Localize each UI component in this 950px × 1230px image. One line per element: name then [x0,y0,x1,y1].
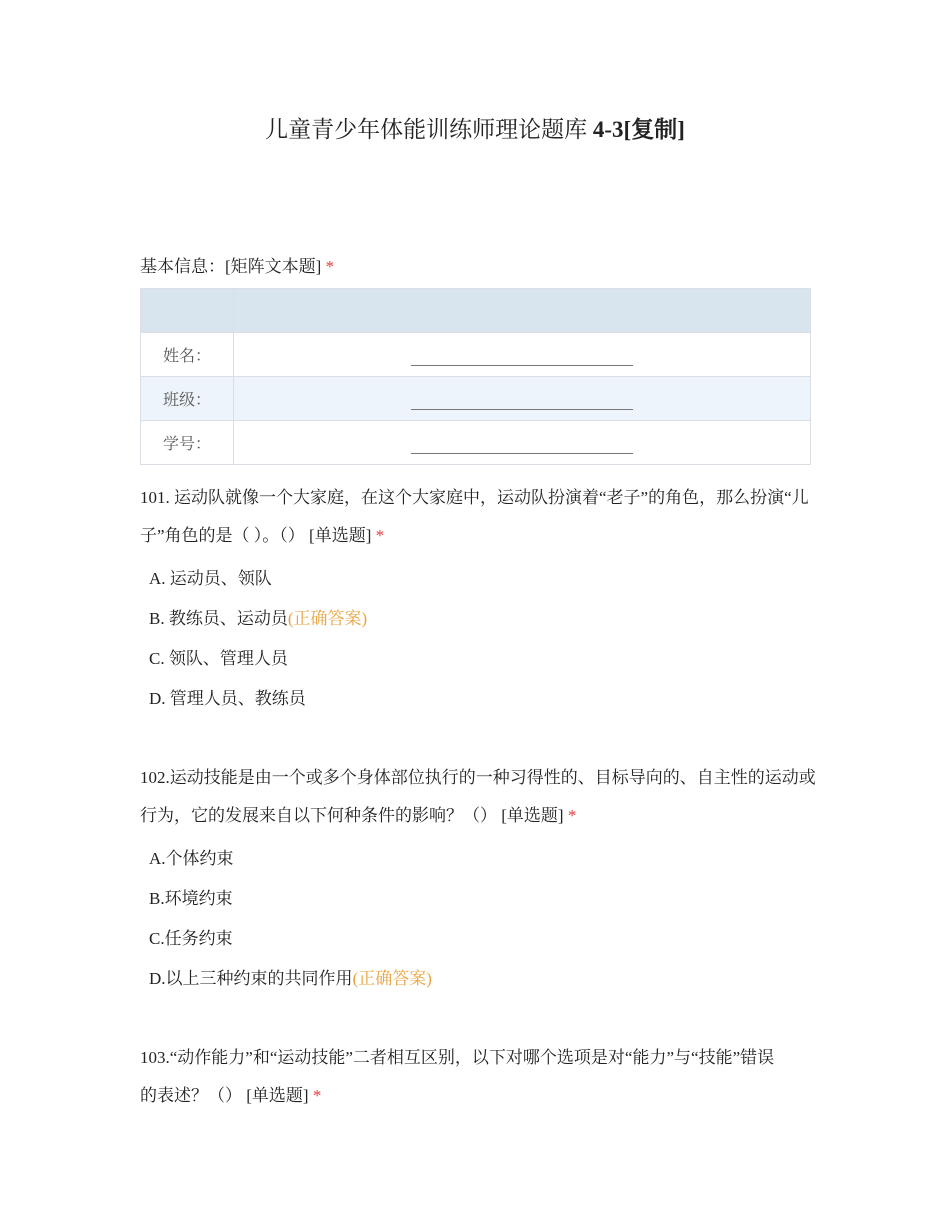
student-id-input-field[interactable] [234,421,811,465]
option-c[interactable] [149,919,820,959]
question-103 [140,1039,780,1115]
basic-info-matrix [140,288,811,465]
required-mark: * [312,1086,322,1105]
basic-info-label [140,252,334,277]
matrix-row-class [141,377,811,421]
question-stem: 103.“动作能力”和“运动技能”二者相互区别，以下对哪个选项是对“能力”与“技能”错误的表述？（） [单选题] [140,1048,775,1105]
row-label-student-id: 学号： [141,421,234,465]
required-mark: * [375,526,385,545]
question-stem: 101. 运动队就像一个大家庭，在这个大家庭中，运动队扮演着“老子”的角色，那么扮演“儿子”角色的是（ ）。（） [单选题] [140,488,809,545]
option-label: C. 领队、管理人员 [149,649,288,668]
matrix-row-name [141,333,811,377]
question-102 [140,759,820,999]
option-a[interactable] [149,559,820,599]
correct-answer-tag: (正确答案) [287,609,368,628]
title-suffix: 4-3[复制] [592,117,685,142]
correct-answer-tag: (正确答案) [352,969,432,988]
option-b[interactable] [149,879,820,919]
matrix-header-cell [234,289,811,333]
option-b[interactable] [149,599,820,639]
option-label: C.任务约束 [149,929,233,948]
blank-line [411,364,633,366]
class-input-field[interactable] [234,377,811,421]
question-text [140,479,820,555]
row-label-class: 班级： [141,377,234,421]
question-text [140,1039,780,1115]
option-d[interactable] [149,679,820,719]
required-mark: * [325,257,335,276]
page-title [0,111,950,144]
option-label: D.以上三种约束的共同作用 [149,969,353,988]
name-input-field[interactable] [234,333,811,377]
option-list [149,839,820,999]
blank-line [411,408,633,410]
matrix-header-row [141,289,811,333]
option-label: A.个体约束 [149,849,234,868]
option-a[interactable] [149,839,820,879]
option-label: A. 运动员、领队 [149,569,272,588]
option-d[interactable] [149,959,820,999]
blank-line [411,452,633,454]
question-stem: 102.运动技能是由一个或多个身体部位执行的一种习得性的、目标导向的、自主性的运动或行为，它的发展来自以下何种条件的影响？（） [单选题] [140,768,816,825]
required-mark: * [567,806,577,825]
option-c[interactable] [149,639,820,679]
matrix-row-student-id [141,421,811,465]
option-label: B.环境约束 [149,889,233,908]
basic-info-label-text: 基本信息：[矩阵文本题] [140,257,322,276]
matrix-header-cell [141,289,234,333]
option-label: D. 管理人员、教练员 [149,689,306,708]
option-list [149,559,820,719]
question-text [140,759,820,835]
title-prefix: 儿童青少年体能训练师理论题库 [265,117,588,142]
option-label: B. 教练员、运动员 [149,609,288,628]
row-label-name: 姓名： [141,333,234,377]
question-101 [140,479,820,719]
